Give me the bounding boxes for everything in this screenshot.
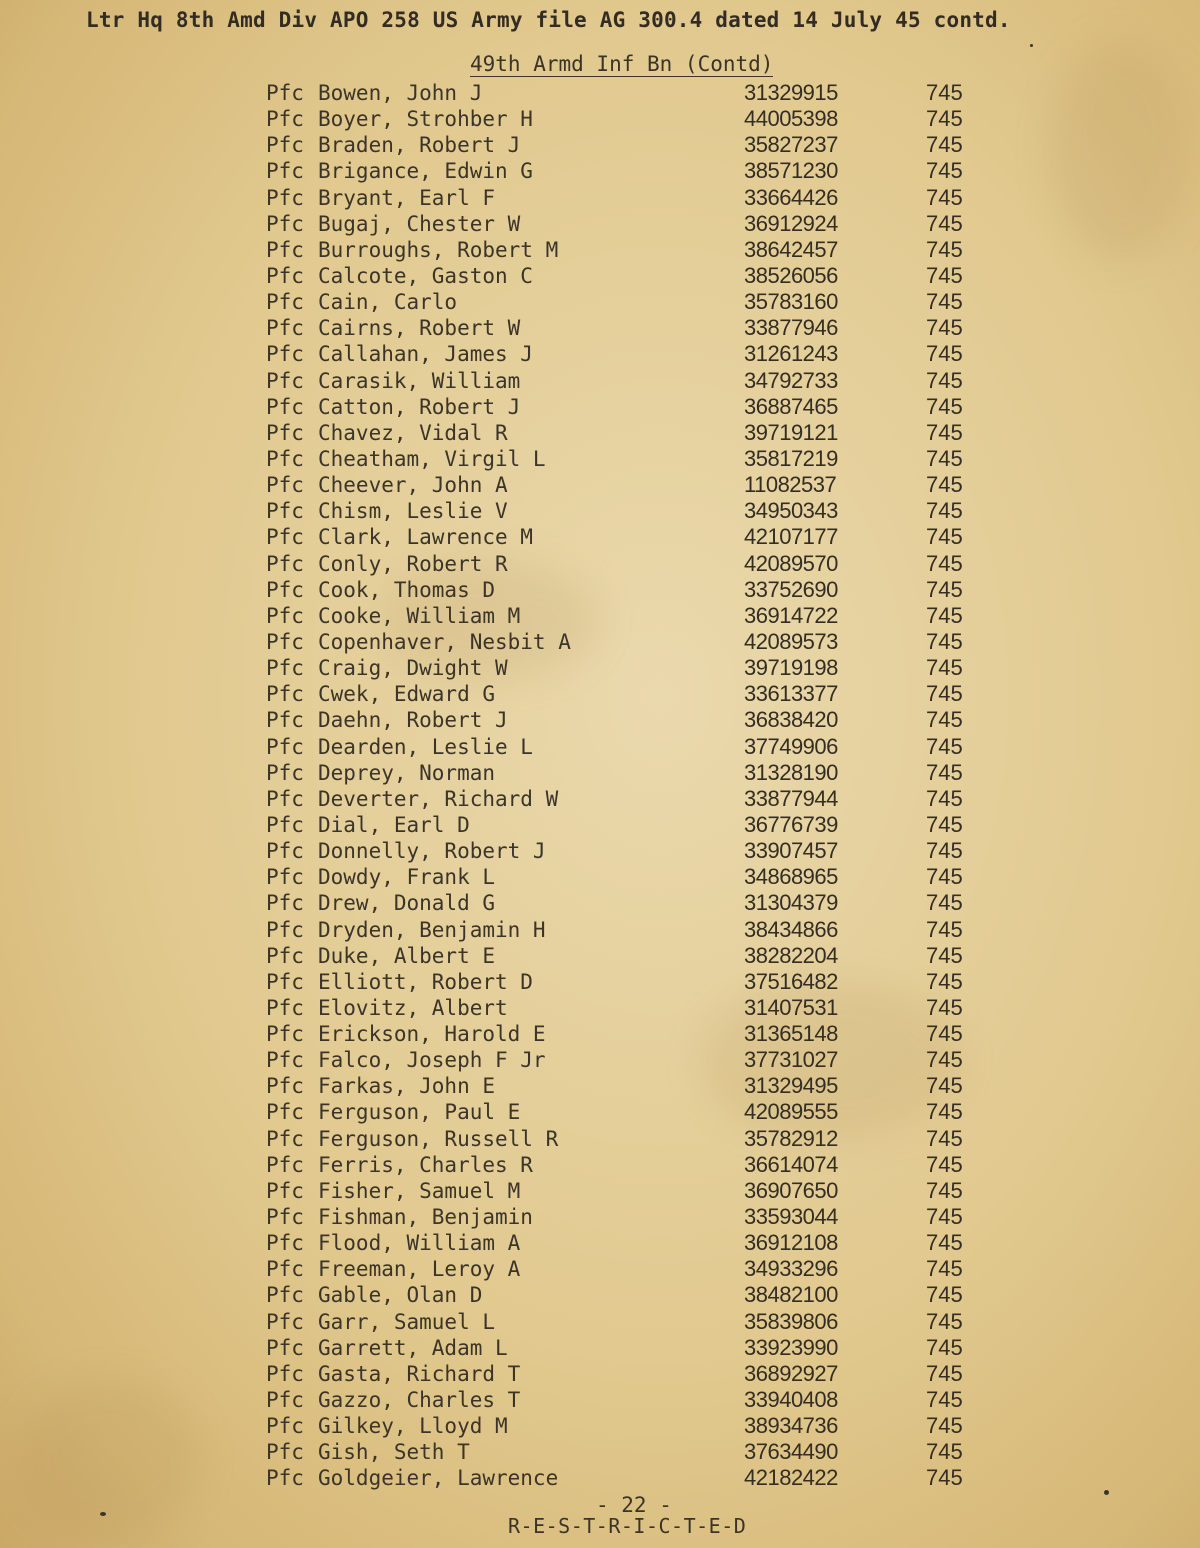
serial-number-cell: 34792733 [744,367,838,393]
rank-cell: Pfc [266,656,304,681]
name-cell: Garr, Samuel L [318,1309,496,1334]
roster-row [0,211,1200,237]
name-cell: Craig, Dwight W [318,656,508,681]
ink-speck [1030,44,1033,47]
mos-code-cell: 745 [926,341,963,367]
rank-cell: Pfc [266,499,304,524]
mos-code-cell: 745 [926,315,963,341]
roster-row [0,890,1200,916]
name-cell: Dryden, Benjamin H [318,917,546,942]
ink-speck [100,1512,106,1516]
roster-row [0,315,1200,341]
name-cell: Gilkey, Lloyd M [318,1414,508,1439]
mos-code-cell: 745 [926,1282,963,1308]
serial-number-cell: 38282204 [744,942,838,968]
serial-number-cell: 31329495 [744,1073,838,1099]
name-cell: Ferguson, Paul E [318,1100,521,1125]
rank-cell: Pfc [266,603,304,628]
rank-cell: Pfc [266,420,304,445]
mos-code-cell: 745 [926,498,963,524]
document-header: Ltr Hq 8th Amd Div APO 258 US Army file AG 300.4 dated 14 July 45 contd. [86,8,1011,32]
rank-cell: Pfc [266,995,304,1020]
roster-row [0,655,1200,681]
rank-cell: Pfc [266,1178,304,1203]
mos-code-cell: 745 [926,759,963,785]
rank-cell: Pfc [266,1414,304,1439]
mos-code-cell: 745 [926,890,963,916]
name-cell: Erickson, Harold E [318,1022,546,1047]
name-cell: Cooke, William M [318,603,521,628]
name-cell: Boyer, Strohber H [318,107,533,132]
name-cell: Garrett, Adam L [318,1335,508,1360]
name-cell: Chism, Leslie V [318,499,508,524]
rank-cell: Pfc [266,943,304,968]
rank-cell: Pfc [266,682,304,707]
roster-row [0,707,1200,733]
roster-row [0,681,1200,707]
name-cell: Conly, Robert R [318,551,508,576]
mos-code-cell: 745 [926,628,963,654]
roster-row [0,1021,1200,1047]
rank-cell: Pfc [266,917,304,942]
serial-number-cell: 33877944 [744,785,838,811]
name-cell: Brigance, Edwin G [318,159,533,184]
roster-row [0,80,1200,106]
roster-row [0,1047,1200,1073]
mos-code-cell: 745 [926,968,963,994]
roster-row [0,864,1200,890]
mos-code-cell: 745 [926,262,963,288]
mos-code-cell: 745 [926,419,963,445]
name-cell: Freeman, Leroy A [318,1257,521,1282]
roster-row [0,472,1200,498]
roster-row [0,524,1200,550]
section-title: 49th Armd Inf Bn (Contd) [470,52,774,76]
name-cell: Goldgeier, Lawrence [318,1466,559,1491]
serial-number-cell: 37731027 [744,1047,838,1073]
roster-row [0,1099,1200,1125]
mos-code-cell: 745 [926,942,963,968]
name-cell: Cairns, Robert W [318,316,521,341]
serial-number-cell: 42107177 [744,524,838,550]
name-cell: Gish, Seth T [318,1440,470,1465]
mos-code-cell: 745 [926,1465,963,1491]
rank-cell: Pfc [266,734,304,759]
serial-number-cell: 33907457 [744,838,838,864]
roster-row [0,263,1200,289]
name-cell: Calcote, Gaston C [318,263,533,288]
name-cell: Chavez, Vidal R [318,420,508,445]
serial-number-cell: 38482100 [744,1282,838,1308]
name-cell: Elovitz, Albert [318,995,508,1020]
mos-code-cell: 745 [926,550,963,576]
roster-row [0,158,1200,184]
rank-cell: Pfc [266,812,304,837]
mos-code-cell: 745 [926,838,963,864]
serial-number-cell: 36887465 [744,393,838,419]
mos-code-cell: 745 [926,681,963,707]
name-cell: Ferguson, Russell R [318,1126,559,1151]
mos-code-cell: 745 [926,184,963,210]
rank-cell: Pfc [266,865,304,890]
serial-number-cell: 42089570 [744,550,838,576]
roster-row [0,734,1200,760]
mos-code-cell: 745 [926,1360,963,1386]
roster-row [0,1361,1200,1387]
roster-row [0,1309,1200,1335]
rank-cell: Pfc [266,316,304,341]
roster-list [0,80,1200,1492]
rank-cell: Pfc [266,1205,304,1230]
roster-row [0,577,1200,603]
mos-code-cell: 745 [926,158,963,184]
mos-code-cell: 745 [926,1151,963,1177]
name-cell: Elliott, Robert D [318,969,533,994]
mos-code-cell: 745 [926,367,963,393]
rank-cell: Pfc [266,969,304,994]
name-cell: Cheatham, Virgil L [318,446,546,471]
serial-number-cell: 35783160 [744,289,838,315]
roster-row [0,1335,1200,1361]
roster-row [0,1152,1200,1178]
rank-cell: Pfc [266,185,304,210]
mos-code-cell: 745 [926,1204,963,1230]
name-cell: Braden, Robert J [318,133,521,158]
serial-number-cell: 33593044 [744,1204,838,1230]
mos-code-cell: 745 [926,132,963,158]
serial-number-cell: 36907650 [744,1177,838,1203]
name-cell: Farkas, John E [318,1074,496,1099]
serial-number-cell: 33664426 [744,184,838,210]
rank-cell: Pfc [266,1022,304,1047]
serial-number-cell: 31304379 [744,890,838,916]
serial-number-cell: 35839806 [744,1308,838,1334]
serial-number-cell: 42089555 [744,1099,838,1125]
mos-code-cell: 745 [926,733,963,759]
mos-code-cell: 745 [926,1256,963,1282]
serial-number-cell: 37516482 [744,968,838,994]
rank-cell: Pfc [266,629,304,654]
serial-number-cell: 35827237 [744,132,838,158]
rank-cell: Pfc [266,1283,304,1308]
name-cell: Bugaj, Chester W [318,211,521,236]
roster-row [0,446,1200,472]
name-cell: Donnelly, Robert J [318,839,546,864]
rank-cell: Pfc [266,237,304,262]
roster-row [0,917,1200,943]
mos-code-cell: 745 [926,576,963,602]
name-cell: Burroughs, Robert M [318,237,559,262]
roster-row [0,106,1200,132]
roster-row [0,341,1200,367]
rank-cell: Pfc [266,81,304,105]
roster-row [0,498,1200,524]
mos-code-cell: 745 [926,393,963,419]
roster-row [0,289,1200,315]
rank-cell: Pfc [266,1048,304,1073]
serial-number-cell: 33613377 [744,681,838,707]
rank-cell: Pfc [266,786,304,811]
serial-number-cell: 36892927 [744,1360,838,1386]
serial-number-cell: 36914722 [744,602,838,628]
serial-number-cell: 31407531 [744,994,838,1020]
rank-cell: Pfc [266,1152,304,1177]
mos-code-cell: 745 [926,1439,963,1465]
serial-number-cell: 38934736 [744,1413,838,1439]
serial-number-cell: 11082537 [744,472,837,498]
roster-row [0,1256,1200,1282]
roster-row [0,1387,1200,1413]
rank-cell: Pfc [266,1126,304,1151]
rank-cell: Pfc [266,473,304,498]
mos-code-cell: 745 [926,1334,963,1360]
name-cell: Deverter, Richard W [318,786,559,811]
name-cell: Bowen, John J [318,81,483,105]
rank-cell: Pfc [266,446,304,471]
mos-code-cell: 745 [926,994,963,1020]
serial-number-cell: 35782912 [744,1125,838,1151]
rank-cell: Pfc [266,107,304,132]
mos-code-cell: 745 [926,1021,963,1047]
name-cell: Fisher, Samuel M [318,1178,521,1203]
mos-code-cell: 745 [926,602,963,628]
roster-row [0,969,1200,995]
roster-row [0,603,1200,629]
serial-number-cell: 38571230 [744,158,838,184]
mos-code-cell: 745 [926,236,963,262]
mos-code-cell: 745 [926,864,963,890]
roster-row [0,1178,1200,1204]
mos-code-cell: 745 [926,210,963,236]
roster-row [0,1073,1200,1099]
rank-cell: Pfc [266,839,304,864]
name-cell: Cwek, Edward G [318,682,496,707]
rank-cell: Pfc [266,211,304,236]
name-cell: Falco, Joseph F Jr [318,1048,546,1073]
rank-cell: Pfc [266,1257,304,1282]
page-number: - 22 - [596,1493,672,1517]
serial-number-cell: 36912108 [744,1230,838,1256]
serial-number-cell: 34950343 [744,498,838,524]
roster-row [0,1230,1200,1256]
mos-code-cell: 745 [926,1125,963,1151]
rank-cell: Pfc [266,577,304,602]
serial-number-cell: 37749906 [744,733,838,759]
name-cell: Copenhaver, Nesbit A [318,629,571,654]
mos-code-cell: 745 [926,1047,963,1073]
roster-row [0,237,1200,263]
rank-cell: Pfc [266,342,304,367]
mos-code-cell: 745 [926,80,963,105]
roster-row [0,760,1200,786]
serial-number-cell: 34933296 [744,1256,838,1282]
rank-cell: Pfc [266,525,304,550]
mos-code-cell: 745 [926,1387,963,1413]
roster-row [0,185,1200,211]
serial-number-cell: 36614074 [744,1151,838,1177]
rank-cell: Pfc [266,1100,304,1125]
mos-code-cell: 745 [926,524,963,550]
rank-cell: Pfc [266,263,304,288]
rank-cell: Pfc [266,1074,304,1099]
roster-row [0,1465,1200,1491]
roster-row [0,1126,1200,1152]
rank-cell: Pfc [266,760,304,785]
name-cell: Carasik, William [318,368,521,393]
name-cell: Duke, Albert E [318,943,496,968]
serial-number-cell: 36776739 [744,811,838,837]
name-cell: Gasta, Richard T [318,1361,521,1386]
rank-cell: Pfc [266,133,304,158]
mos-code-cell: 745 [926,289,963,315]
serial-number-cell: 31365148 [744,1021,838,1047]
name-cell: Gazzo, Charles T [318,1388,521,1413]
mos-code-cell: 745 [926,1308,963,1334]
serial-number-cell: 34868965 [744,864,838,890]
mos-code-cell: 745 [926,1073,963,1099]
rank-cell: Pfc [266,708,304,733]
name-cell: Dearden, Leslie L [318,734,533,759]
serial-number-cell: 38526056 [744,262,838,288]
name-cell: Cain, Carlo [318,290,458,315]
serial-number-cell: 38434866 [744,916,838,942]
serial-number-cell: 42089573 [744,628,838,654]
mos-code-cell: 745 [926,707,963,733]
ink-speck [1104,1490,1109,1495]
serial-number-cell: 31328190 [744,759,838,785]
mos-code-cell: 745 [926,811,963,837]
mos-code-cell: 745 [926,916,963,942]
serial-number-cell: 33752690 [744,576,838,602]
name-cell: Gable, Olan D [318,1283,483,1308]
roster-row [0,551,1200,577]
mos-code-cell: 745 [926,472,963,498]
name-cell: Cheever, John A [318,473,508,498]
rank-cell: Pfc [266,551,304,576]
rank-cell: Pfc [266,1231,304,1256]
serial-number-cell: 36912924 [744,210,838,236]
roster-row [0,786,1200,812]
mos-code-cell: 745 [926,785,963,811]
roster-row [0,812,1200,838]
rank-cell: Pfc [266,394,304,419]
roster-row [0,1413,1200,1439]
rank-cell: Pfc [266,159,304,184]
serial-number-cell: 33923990 [744,1334,838,1360]
serial-number-cell: 38642457 [744,236,838,262]
serial-number-cell: 31261243 [744,341,838,367]
name-cell: Cook, Thomas D [318,577,496,602]
name-cell: Ferris, Charles R [318,1152,533,1177]
rank-cell: Pfc [266,368,304,393]
roster-row [0,629,1200,655]
mos-code-cell: 745 [926,1413,963,1439]
roster-row [0,1204,1200,1230]
mos-code-cell: 745 [926,106,963,132]
serial-number-cell: 36838420 [744,707,838,733]
roster-row [0,420,1200,446]
name-cell: Callahan, James J [318,342,533,367]
mos-code-cell: 745 [926,1230,963,1256]
name-cell: Bryant, Earl F [318,185,496,210]
roster-row [0,132,1200,158]
roster-row [0,943,1200,969]
serial-number-cell: 44005398 [744,106,838,132]
roster-row [0,995,1200,1021]
roster-row [0,838,1200,864]
name-cell: Catton, Robert J [318,394,521,419]
name-cell: Drew, Donald G [318,891,496,916]
serial-number-cell: 33940408 [744,1387,838,1413]
rank-cell: Pfc [266,1440,304,1465]
roster-row [0,1282,1200,1308]
name-cell: Flood, William A [318,1231,521,1256]
rank-cell: Pfc [266,891,304,916]
rank-cell: Pfc [266,1335,304,1360]
name-cell: Fishman, Benjamin [318,1205,533,1230]
name-cell: Dial, Earl D [318,812,470,837]
serial-number-cell: 42182422 [744,1465,838,1491]
rank-cell: Pfc [266,1466,304,1491]
serial-number-cell: 33877946 [744,315,838,341]
name-cell: Clark, Lawrence M [318,525,533,550]
rank-cell: Pfc [266,290,304,315]
mos-code-cell: 745 [926,1099,963,1125]
mos-code-cell: 745 [926,445,963,471]
serial-number-cell: 37634490 [744,1439,838,1465]
rank-cell: Pfc [266,1388,304,1413]
serial-number-cell: 39719121 [744,419,838,445]
name-cell: Daehn, Robert J [318,708,508,733]
name-cell: Deprey, Norman [318,760,496,785]
name-cell: Dowdy, Frank L [318,865,496,890]
serial-number-cell: 39719198 [744,655,838,681]
roster-row [0,368,1200,394]
mos-code-cell: 745 [926,1177,963,1203]
restricted-footer: R-E-S-T-R-I-C-T-E-D [508,1514,747,1538]
rank-cell: Pfc [266,1309,304,1334]
roster-row [0,394,1200,420]
serial-number-cell: 35817219 [744,445,838,471]
serial-number-cell: 31329915 [744,80,838,105]
roster-row [0,1439,1200,1465]
mos-code-cell: 745 [926,655,963,681]
rank-cell: Pfc [266,1361,304,1386]
